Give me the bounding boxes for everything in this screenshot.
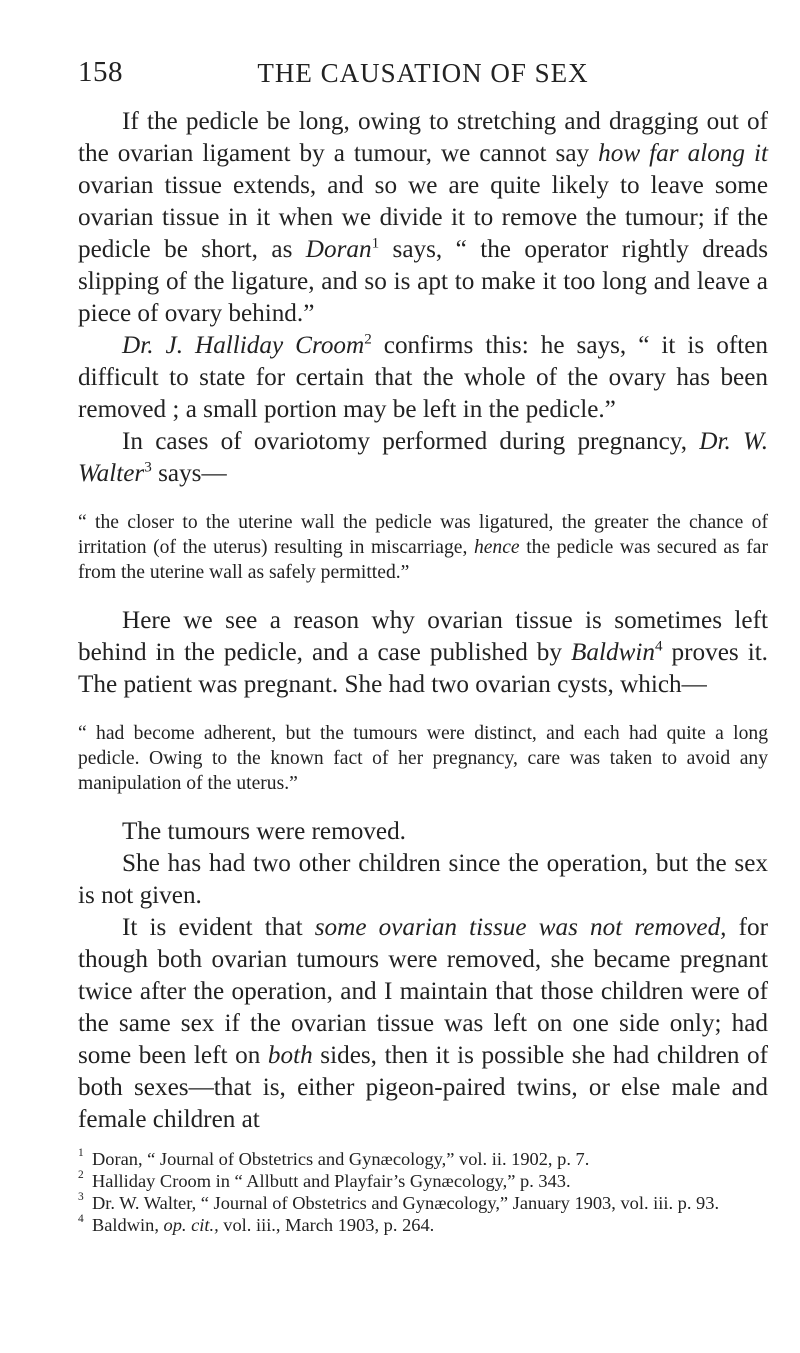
body-text [78,106,768,1136]
footnote-ref: 1 [371,235,380,252]
paragraph-3 [78,426,768,490]
page-content [78,56,768,1236]
text-span: for though both ovarian tumours were removed, she became pregnant twice after the operation, and I maintain that those children were of the same sex if the ovarian tissue was left on one side only; had some been left on [78,914,769,1069]
footnote [78,1148,768,1170]
author-name: Dr. J. Halliday Croom [122,332,365,359]
text-span: “ had become adherent, but the tumours were distinct, and each had quite a long pedicle. Owing to the known fact of her pregnancy, care was taken to avoid any manipulation of the uterus.” [78,723,768,794]
footnote-ref: 3 [144,459,152,476]
block-quote-2 [78,721,768,796]
footnote-text: Baldwin, [92,1215,164,1235]
footnote-text: vol. iii., March 1903, p. 264. [218,1215,435,1235]
text-span: She has had two other children since the operation, but the sex is not given. [78,850,768,909]
paragraph-5 [78,816,768,848]
italic-span: both [267,1042,313,1069]
footnote-italic: op. cit., [163,1215,219,1235]
footnote-ref: 4 [654,638,663,655]
author-name: Doran [305,236,372,263]
block-quote-1 [78,510,768,585]
text-span: says, “ the operator rightly dreads slipping of the ligature, and so is apt to make it too long and leave a piece of ovary behind.” [78,236,768,327]
paragraph-4 [78,605,768,701]
author-name: Dr. W. Walter [78,428,768,487]
text-span: confirms this: he says, “ it is often difficult to state for certain that the whole of the ovary has been removed ; a small portion may be left in the pedicle.” [78,332,768,423]
italic-span: how far along it [598,140,768,167]
footnote-number: 1 [78,1147,84,1159]
footnote-number: 2 [78,1169,84,1181]
text-span: Here we see a reason why ovarian tissue is sometimes left behind in the pedicle, and a case published by [78,607,768,666]
author-name: Baldwin [571,639,655,666]
paragraph-1 [78,106,768,330]
paragraph-7 [78,912,768,1136]
footnote-text: Halliday Croom in “ Allbutt and Playfair’s Gynæcology,” p. 343. [92,1171,571,1191]
text-span: says— [151,460,227,487]
text-span: ovarian tissue extends, and so we are quite likely to leave some ovarian tissue in it when we divide it to remove the tumour; if the pedicle be short, as [78,172,768,263]
page-number: 158 [78,56,123,88]
text-span: The tumours were removed. [122,818,406,845]
text-span: If the pedicle be long, owing to stretching and dragging out of the ovarian ligament by a tumour, we cannot say [78,108,768,167]
footnote-number: 4 [78,1213,84,1225]
running-head: THE CAUSATION OF SEX [257,58,589,88]
text-span: It is evident that [122,914,315,941]
italic-span: hence [473,537,520,558]
footnote-text: Doran, “ Journal of Obstetrics and Gynæcology,” vol. ii. 1902, p. 7. [92,1149,590,1169]
page-header [78,56,768,100]
italic-span: some ovarian tissue was not removed, [314,914,727,941]
paragraph-2 [78,330,768,426]
text-span: In cases of ovariotomy performed during pregnancy, [122,428,700,455]
paragraph-6 [78,848,768,912]
footnote [78,1192,768,1214]
text-span: proves it. The patient was pregnant. She had two ovarian cysts, which— [78,639,768,698]
text-span: sides, then it is possible she had children of both sexes—that is, either pigeon-paired twins, or else male and female children at [78,1042,769,1133]
footnote-number: 3 [78,1191,84,1203]
footnote-text: Dr. W. Walter, “ Journal of Obstetrics and Gynæcology,” January 1903, vol. iii. p. 93. [92,1193,720,1213]
footnotes [78,1148,768,1236]
text-span: “ the closer to the uterine wall the pedicle was ligatured, the greater the chance of irritation (of the uterus) resulting in miscarriage, [78,512,768,558]
footnote-ref: 2 [364,331,372,348]
footnote [78,1214,768,1236]
text-span: the pedicle was secured as far from the uterine wall as safely permitted.” [78,537,769,583]
footnote [78,1170,768,1192]
